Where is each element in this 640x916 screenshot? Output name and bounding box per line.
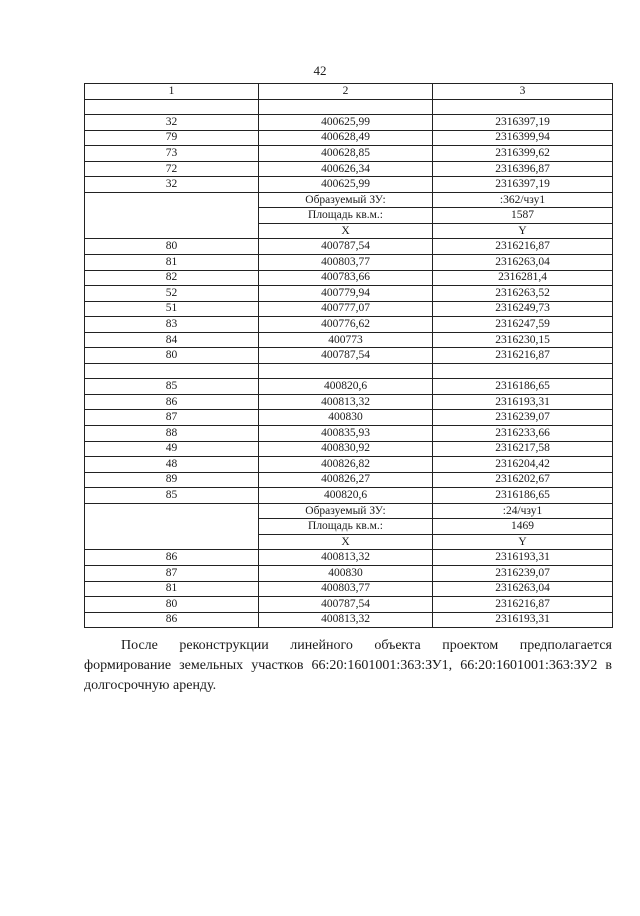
table-row (85, 332, 613, 348)
point-number-cell: 87 (85, 565, 259, 581)
y-coordinate-cell: 2316397,19 (433, 115, 613, 131)
table-row (85, 426, 613, 442)
point-number-cell: 32 (85, 115, 259, 131)
table-row (85, 301, 613, 317)
table-row (85, 161, 613, 177)
x-coordinate-cell: 400626,34 (259, 161, 433, 177)
x-coordinate-cell: 400783,66 (259, 270, 433, 286)
table-row (85, 146, 613, 162)
info-label-cell: Образуемый ЗУ: (259, 503, 433, 519)
y-coordinate-cell: 2316263,04 (433, 581, 613, 597)
x-coordinate-cell: 400787,54 (259, 348, 433, 364)
y-coordinate-cell: 2316204,42 (433, 457, 613, 473)
table-row (85, 550, 613, 566)
x-coordinate-cell: 400813,32 (259, 550, 433, 566)
y-coordinate-cell: 2316247,59 (433, 317, 613, 333)
body-paragraph (84, 636, 612, 696)
y-coordinate-cell: 2316202,67 (433, 472, 613, 488)
point-number-cell: 49 (85, 441, 259, 457)
point-number-cell: 84 (85, 332, 259, 348)
table-row (85, 597, 613, 613)
table-row (85, 255, 613, 271)
point-number-cell: 80 (85, 239, 259, 255)
x-coordinate-cell: 400813,32 (259, 612, 433, 628)
page-number: 42 (313, 63, 327, 78)
x-coordinate-cell: 400826,82 (259, 457, 433, 473)
header-cell-3: 3 (433, 84, 613, 100)
y-coordinate-cell: 2316216,87 (433, 239, 613, 255)
table-row (85, 472, 613, 488)
point-number-cell: 86 (85, 550, 259, 566)
y-coordinate-cell: 2316216,87 (433, 597, 613, 613)
x-coordinate-cell: 400773 (259, 332, 433, 348)
table-row (85, 239, 613, 255)
info-label-cell: Образуемый ЗУ: (259, 192, 433, 208)
table-row-empty (85, 99, 613, 115)
point-number-cell: 52 (85, 286, 259, 302)
x-coordinate-cell: 400826,27 (259, 472, 433, 488)
paragraph-text: После реконструкции линейного объекта проектом предполагается формирование земельных участков 66:20:1601001:363:ЗУ1, 66:20:1601001:363:ЗУ2 в долгосрочную аренду. (84, 638, 612, 693)
y-coordinate-cell: 2316399,62 (433, 146, 613, 162)
point-number-cell: 80 (85, 348, 259, 364)
x-coordinate-cell: 400776,62 (259, 317, 433, 333)
table-cell-blank (85, 503, 259, 550)
point-number-cell: 32 (85, 177, 259, 193)
y-coordinate-cell: 2316263,52 (433, 286, 613, 302)
table-header-row (85, 84, 613, 100)
y-coordinate-cell: 2316193,31 (433, 612, 613, 628)
table-row (85, 457, 613, 473)
y-coordinate-cell: 2316249,73 (433, 301, 613, 317)
x-coordinate-cell: 400628,49 (259, 130, 433, 146)
point-number-cell: 85 (85, 379, 259, 395)
point-number-cell: 81 (85, 255, 259, 271)
y-coordinate-cell: 2316193,31 (433, 550, 613, 566)
x-coordinate-cell: 400787,54 (259, 597, 433, 613)
point-number-cell: 51 (85, 301, 259, 317)
x-coordinate-cell: 400813,32 (259, 394, 433, 410)
table-row (85, 394, 613, 410)
x-coordinate-cell: 400830,92 (259, 441, 433, 457)
table-cell-blank (85, 192, 259, 239)
table-row (85, 317, 613, 333)
point-number-cell: 48 (85, 457, 259, 473)
y-coordinate-cell: 2316217,58 (433, 441, 613, 457)
x-coordinate-cell: 400830 (259, 410, 433, 426)
table-row (85, 379, 613, 395)
x-coordinate-cell: 400803,77 (259, 581, 433, 597)
point-number-cell: 83 (85, 317, 259, 333)
table-row (85, 410, 613, 426)
x-coordinate-cell: 400625,99 (259, 177, 433, 193)
info-label-cell: X (259, 223, 433, 239)
point-number-cell: 89 (85, 472, 259, 488)
point-number-cell: 86 (85, 394, 259, 410)
info-value-cell: :362/чзу1 (433, 192, 613, 208)
y-coordinate-cell: 2316396,87 (433, 161, 613, 177)
point-number-cell: 87 (85, 410, 259, 426)
table-row-info (85, 192, 613, 208)
info-value-cell: Y (433, 223, 613, 239)
info-label-cell: Площадь кв.м.: (259, 208, 433, 224)
point-number-cell: 85 (85, 488, 259, 504)
info-label-cell: X (259, 534, 433, 550)
y-coordinate-cell: 2316239,07 (433, 565, 613, 581)
y-coordinate-cell: 2316230,15 (433, 332, 613, 348)
table-body (85, 99, 613, 628)
info-label-cell: Площадь кв.м.: (259, 519, 433, 535)
point-number-cell: 73 (85, 146, 259, 162)
y-coordinate-cell: 2316399,94 (433, 130, 613, 146)
x-coordinate-cell: 400835,93 (259, 426, 433, 442)
x-coordinate-cell: 400777,07 (259, 301, 433, 317)
point-number-cell: 88 (85, 426, 259, 442)
x-coordinate-cell: 400820,6 (259, 488, 433, 504)
x-coordinate-cell: 400779,94 (259, 286, 433, 302)
table-row-empty (85, 363, 613, 379)
table-row (85, 565, 613, 581)
table-row (85, 130, 613, 146)
point-number-cell: 79 (85, 130, 259, 146)
y-coordinate-cell: 2316216,87 (433, 348, 613, 364)
point-number-cell: 81 (85, 581, 259, 597)
table-cell-empty (85, 99, 259, 115)
x-coordinate-cell: 400803,77 (259, 255, 433, 271)
table-row-info (85, 503, 613, 519)
header-cell-1: 1 (85, 84, 259, 100)
point-number-cell: 86 (85, 612, 259, 628)
y-coordinate-cell: 2316186,65 (433, 379, 613, 395)
table-row (85, 177, 613, 193)
table-row (85, 348, 613, 364)
table-row (85, 488, 613, 504)
table-cell-empty (85, 363, 259, 379)
info-value-cell: 1469 (433, 519, 613, 535)
table-row (85, 441, 613, 457)
y-coordinate-cell: 2316281,4 (433, 270, 613, 286)
y-coordinate-cell: 2316239,07 (433, 410, 613, 426)
info-value-cell: 1587 (433, 208, 613, 224)
y-coordinate-cell: 2316233,66 (433, 426, 613, 442)
x-coordinate-cell: 400787,54 (259, 239, 433, 255)
table-cell-empty (433, 99, 613, 115)
y-coordinate-cell: 2316193,31 (433, 394, 613, 410)
table-row (85, 115, 613, 131)
table-row (85, 270, 613, 286)
header-cell-2: 2 (259, 84, 433, 100)
x-coordinate-cell: 400628,85 (259, 146, 433, 162)
y-coordinate-cell: 2316186,65 (433, 488, 613, 504)
x-coordinate-cell: 400820,6 (259, 379, 433, 395)
point-number-cell: 72 (85, 161, 259, 177)
table-cell-empty (433, 363, 613, 379)
point-number-cell: 80 (85, 597, 259, 613)
table-row (85, 286, 613, 302)
y-coordinate-cell: 2316263,04 (433, 255, 613, 271)
table-cell-empty (259, 363, 433, 379)
x-coordinate-cell: 400830 (259, 565, 433, 581)
info-value-cell: Y (433, 534, 613, 550)
info-value-cell: :24/чзу1 (433, 503, 613, 519)
x-coordinate-cell: 400625,99 (259, 115, 433, 131)
table-cell-empty (259, 99, 433, 115)
table-row (85, 581, 613, 597)
point-number-cell: 82 (85, 270, 259, 286)
table-row (85, 612, 613, 628)
coordinates-table (84, 83, 613, 628)
y-coordinate-cell: 2316397,19 (433, 177, 613, 193)
